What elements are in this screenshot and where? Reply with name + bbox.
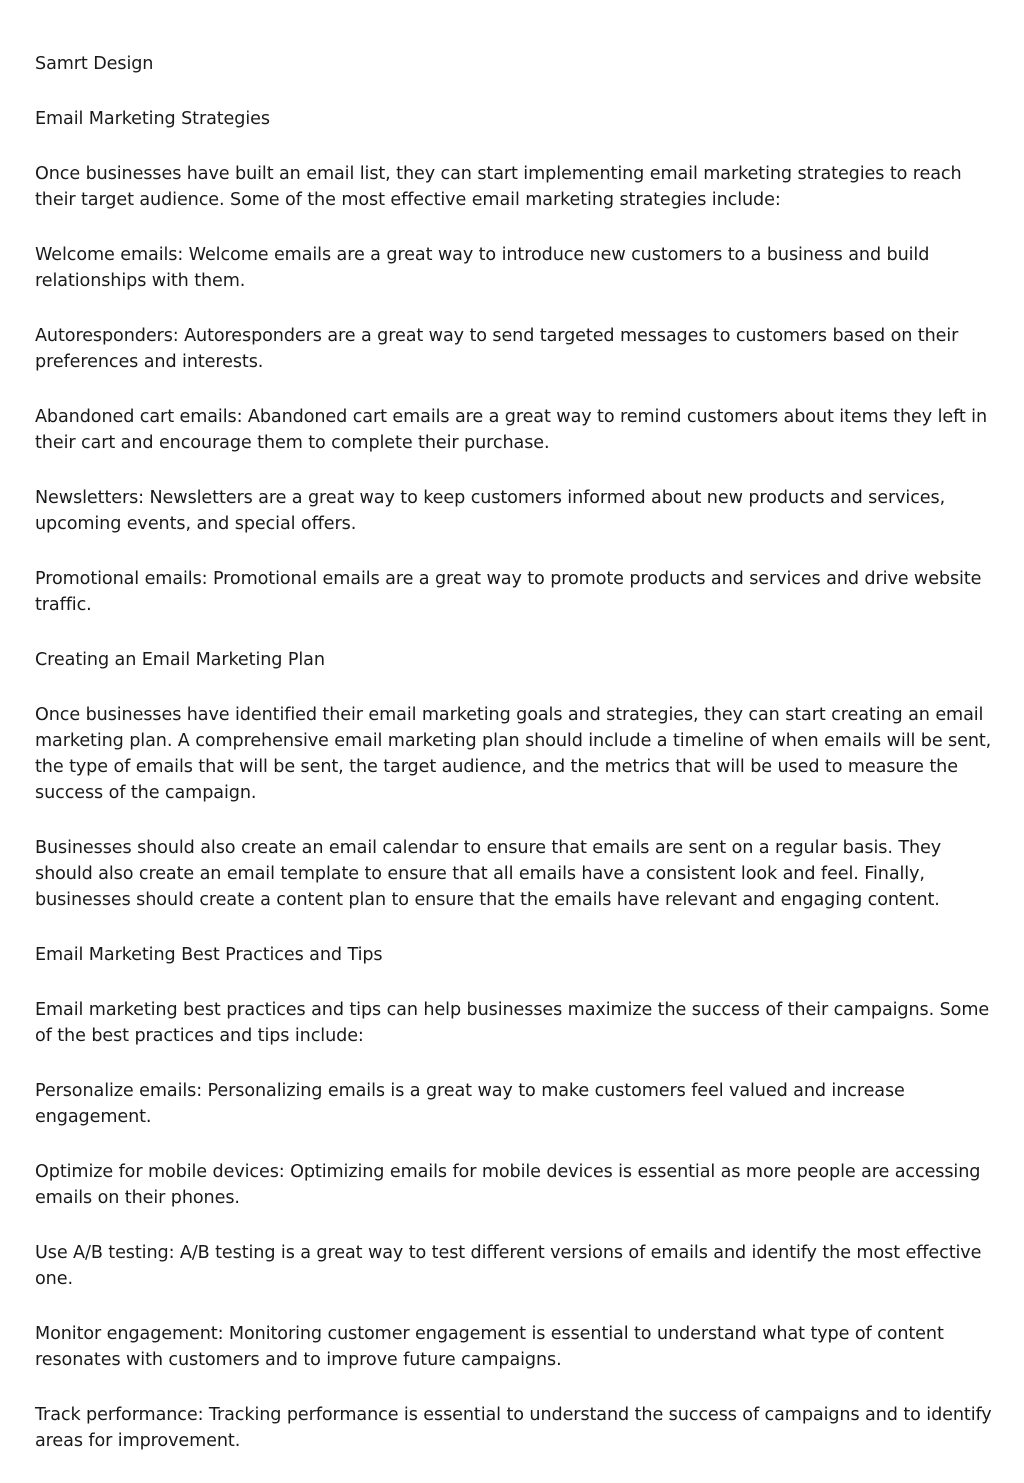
- plan-paragraph: Businesses should also create an email calendar to ensure that emails are sent on a regular basis. They should also create an email template to ensure that all emails have a consistent look and feel. Finally, businesses should create a content plan to ensure that the emails have relevant and engaging content.: [35, 838, 942, 910]
- strategy-item-abandoned-cart: Abandoned cart emails: Abandoned cart emails are a great way to remind customers about items they left in their cart and encourage them to complete their purchase.: [35, 407, 987, 453]
- strategies-intro: Once businesses have built an email list, they can start implementing email marketing strategies to reach their target audience. Some of the most effective email marketing strategies include:: [35, 164, 962, 210]
- tip-item-ab-testing: Use A/B testing: A/B testing is a great way to test different versions of emails and identify the most effective one.: [35, 1243, 982, 1289]
- best-practices-intro: Email marketing best practices and tips can help businesses maximize the success of their campaigns. Some of the best practices and tips include:: [35, 1000, 990, 1046]
- tip-item-mobile: Optimize for mobile devices: Optimizing emails for mobile devices is essential as more people are accessing emails on their phones.: [35, 1162, 981, 1208]
- document-page: [35, 51, 995, 1483]
- tip-item-track-performance: Track performance: Tracking performance is essential to understand the success of campaigns and to identify areas for improvement.: [35, 1405, 992, 1451]
- tip-item-monitor-engagement: Monitor engagement: Monitoring customer engagement is essential to understand what type of content resonates with customers and to improve future campaigns.: [35, 1324, 944, 1370]
- strategy-item-autoresponders: Autoresponders: Autoresponders are a great way to send targeted messages to customers based on their preferences and interests.: [35, 326, 959, 372]
- tip-item-personalize: Personalize emails: Personalizing emails is a great way to make customers feel valued and increase engagement.: [35, 1081, 905, 1127]
- strategy-item-promotional: Promotional emails: Promotional emails are a great way to promote products and services and drive website traffic.: [35, 569, 982, 615]
- section-heading-best-practices: Email Marketing Best Practices and Tips: [35, 945, 383, 965]
- strategy-item-newsletters: Newsletters: Newsletters are a great way to keep customers informed about new products and services, upcoming events, and special offers.: [35, 488, 946, 534]
- section-heading-strategies: Email Marketing Strategies: [35, 109, 270, 129]
- section-heading-plan: Creating an Email Marketing Plan: [35, 650, 325, 670]
- plan-paragraph: Once businesses have identified their email marketing goals and strategies, they can start creating an email marketing plan. A comprehensive email marketing plan should include a timeline of when emails will be sent, the type of emails that will be sent, the target audience, and the metrics that will be used to measure the success of the campaign.: [35, 705, 992, 803]
- brand-name: Samrt Design: [35, 54, 154, 74]
- strategy-item-welcome: Welcome emails: Welcome emails are a great way to introduce new customers to a business and build relationships with them.: [35, 245, 930, 291]
